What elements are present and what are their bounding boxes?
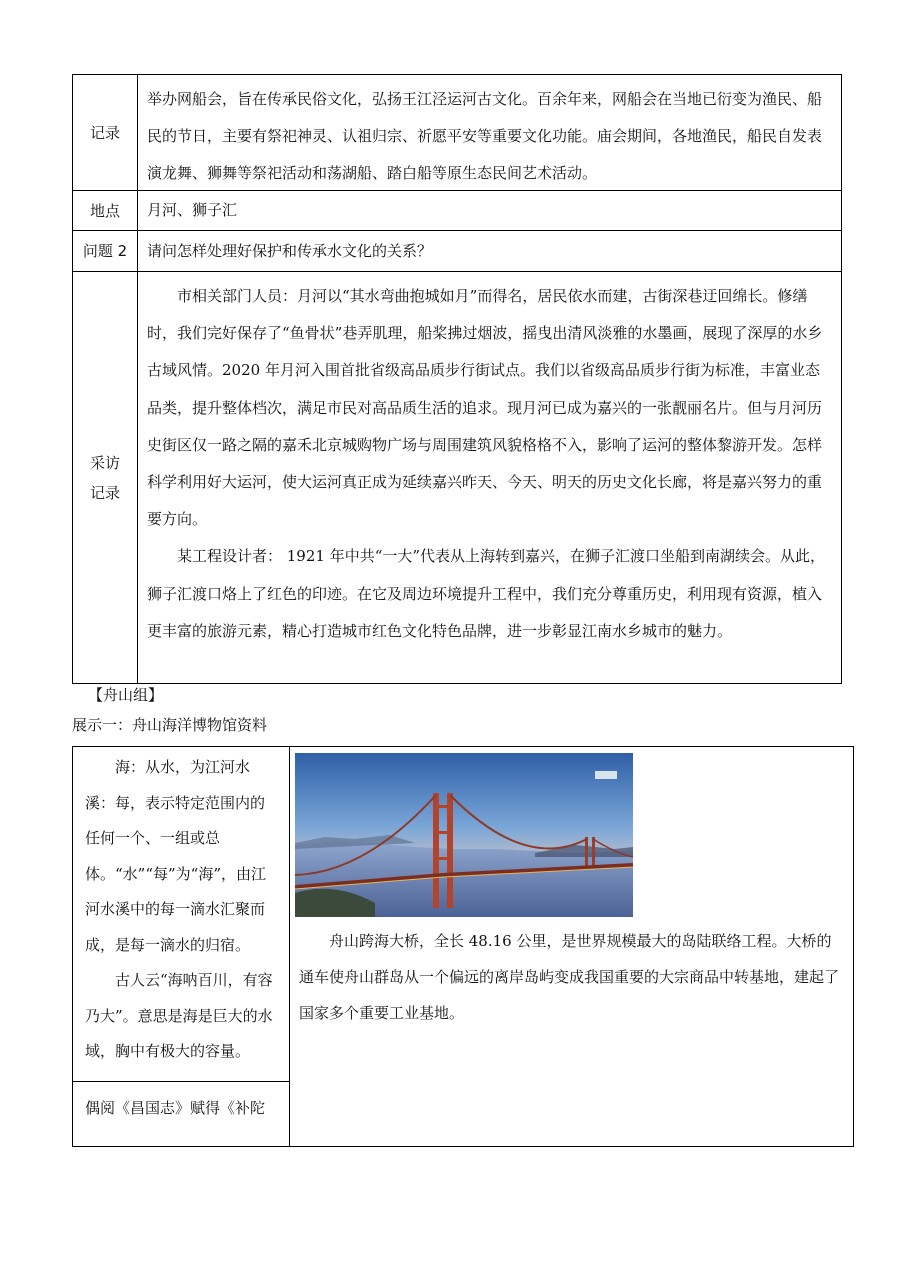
table-row	[73, 191, 841, 231]
museum-table	[72, 746, 854, 1147]
row-label: 地点	[73, 191, 138, 230]
paragraph: 市相关部门人员：月河以“其水弯曲抱城如月”而得名，居民依水而建，古街深巷迂回绵长。修缮时，我们完好保存了“鱼骨状”巷弄肌理，船桨拂过烟波，摇曳出清风淡雅的水墨画，展现了深厚的水乡古域风情。2020 年月河入围首批省级高品质步行街试点。我们以省级高品质步行街为标准，丰富业态品类，提升整体档次，满足市民对高品质生活的追求。现月河已成为嘉兴的一张靓丽名片。但与月河历史街区仅一路之隔的嘉禾北京城购物广场与周围建筑风貌格格不入，影响了运河的整体黎游开发。怎样科学利用好大运河，使大运河真正成为延续嘉兴昨天、今天、明天的历史文化长廊，将是嘉兴努力的重要方向。	[147, 287, 823, 529]
bridge-caption	[299, 923, 841, 1031]
row-label-line: 采访	[89, 453, 120, 472]
table-row	[73, 231, 841, 272]
exhibit-title: 展示一：舟山海洋博物馆资料	[72, 716, 268, 734]
paragraph: 海：从水，为江河水溪：每，表示特定范围内的任何一个、一组或总体。“水”“每”为“海”，由江河水溪中的每一滴水汇聚而成，是每一滴水的归宿。	[85, 758, 267, 954]
question-text: 请问怎样处理好保护和传承水文化的关系？	[147, 241, 433, 260]
right-column	[289, 747, 853, 1146]
paragraph: 某工程设计者： 1921 年中共“一大”代表从上海转到嘉兴，在狮子汇渡口坐船到南湖续会。从此，狮子汇渡口烙上了红色的印迹。在它及周边环境提升工程中，我们充分尊重历史，利用现有资源，植入更丰富的旅游元素，精心打造城市红色文化特色品牌，进一步彰显江南水乡城市的魅力。	[147, 547, 826, 640]
left-column	[73, 747, 290, 1146]
row-label: 问题 2	[73, 231, 138, 271]
paragraph: 古人云“海呐百川，有容乃大”。意思是海是巨大的水域，胸中有极大的容量。	[85, 971, 273, 1060]
paragraph: 舟山跨海大桥，全长 48.16 公里，是世界规模最大的岛陆联络工程。大桥的通车使舟山群岛从一个偏远的离岸岛屿变成我国重要的大宗商品中转基地，建起了国家多个重要工业基地。	[299, 932, 840, 1022]
table-row	[73, 75, 841, 191]
row-content: 举办网船会，旨在传承民俗文化，弘扬王江泾运河古文化。百余年来，网船会在当地已衍变为渔民、船民的节日，主要有祭祀神灵、认祖归宗、祈愿平安等重要文化功能。庙会期间，各地渔民，船民自发表演龙舞、狮舞等祭祀活动和荡湖船、踏白船等原生态民间艺术活动。	[147, 90, 823, 182]
group-title: 【舟山组】	[88, 686, 164, 704]
row-label	[73, 272, 138, 683]
row-label-line: 记录	[89, 483, 120, 502]
row-content: 月河、狮子汇	[147, 201, 238, 219]
row-label: 记录	[73, 75, 138, 190]
sea-explanation	[73, 747, 289, 1082]
poem-title: 偶阅《昌国志》赋得《补陀	[85, 1099, 266, 1117]
interview-table	[72, 74, 842, 684]
table-row	[73, 272, 841, 683]
interview-record	[137, 272, 841, 683]
bridge-photo-icon	[295, 753, 633, 917]
